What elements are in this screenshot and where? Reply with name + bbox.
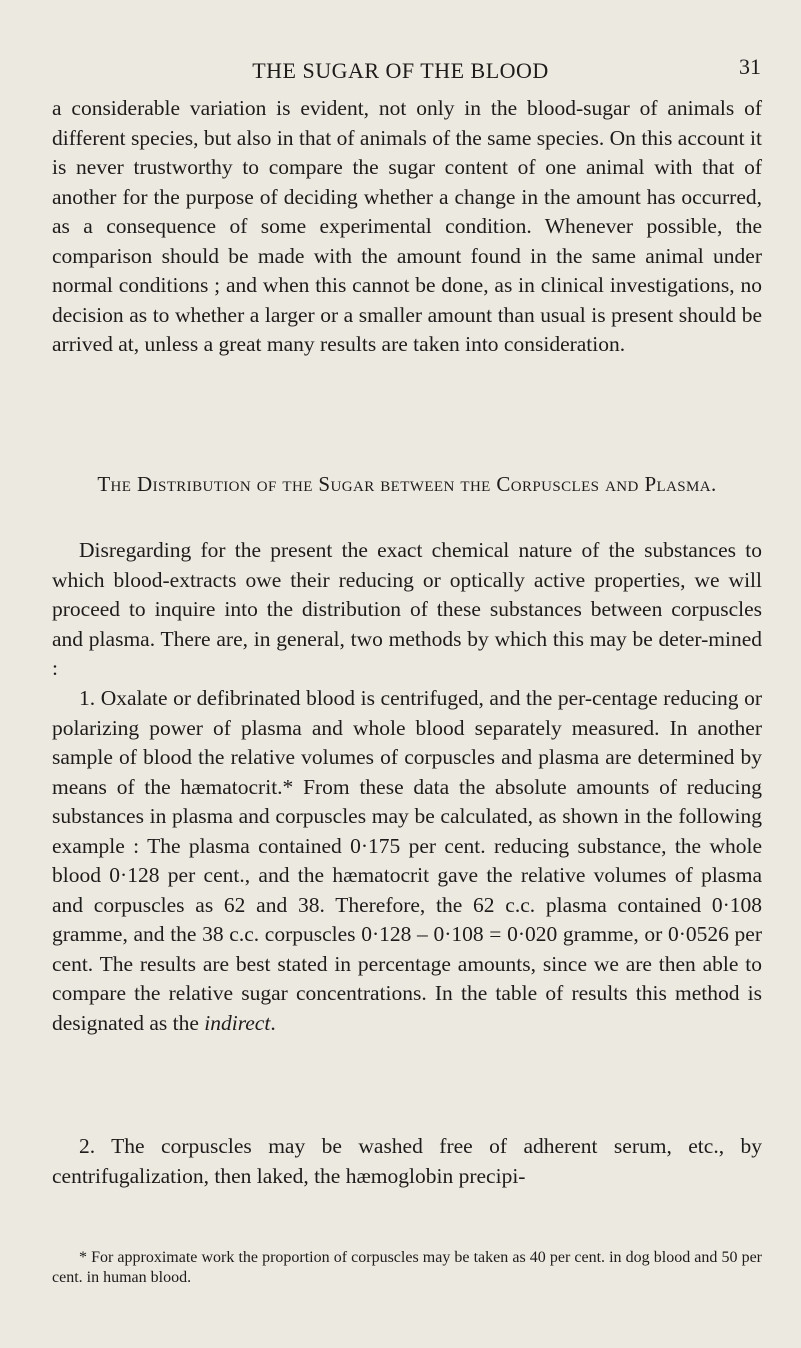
- running-title: THE SUGAR OF THE BLOOD: [252, 58, 549, 83]
- section-heading: [52, 469, 762, 500]
- paragraph-1: a considerable variation is evident, not only in the blood-sugar of animals of different species, but also in that of animals of the same species. On this account it is never trustworthy to compare the sugar content of one animal with that of another for the purpose of deciding whether a change in the amount has occurred, as a consequence of some experimental condition. Whenever possible, the comparison should be made with the amount found in the same animal under normal conditions ; and when this cannot be done, as in clinical investigations, no decision as to whether a larger or a smaller amount than usual is present should be arrived at, unless a great many results are taken into consideration.: [52, 96, 762, 356]
- paragraph-4: 2. The corpuscles may be washed free of adherent serum, etc., by centrifugalization, then laked, the hæmoglobin precipi-: [52, 1134, 762, 1188]
- heading-word: and: [605, 472, 645, 496]
- heading-word: The: [97, 472, 137, 496]
- paragraph-3-italic: indirect: [204, 1010, 271, 1035]
- heading-word: the: [282, 472, 319, 496]
- heading-word: Corpuscles: [496, 472, 606, 496]
- heading-word: Sugar: [318, 472, 381, 496]
- paragraph-3-end: .: [270, 1010, 276, 1035]
- heading-word: between: [380, 472, 461, 496]
- footnote: * For approximate work the proportion of corpuscles may be taken as 40 per cent. in dog blood and 50 per cent. in human blood.: [52, 1249, 762, 1286]
- heading-word: of: [256, 472, 283, 496]
- heading-word: Plasma.: [644, 472, 717, 496]
- heading-word: the: [460, 472, 497, 496]
- page-number: 31: [739, 54, 761, 79]
- paragraph-3-text: 1. Oxalate or defibrinated blood is centrifuged, and the per-centage reducing or polarizing power of plasma and whole blood separately measured. In another sample of blood the relative volumes of corpuscles and plasma are determined by means of the hæmatocrit.* From these data the absolute amounts of reducing substances in plasma and corpuscles may be calculated, as shown in the following example : The plasma contained 0·175 per cent. reducing substance, the whole blood 0·128 per cent., and the hæmatocrit gave the relative volumes of plasma and corpuscles as 62 and 38. Therefore, the 62 c.c. plasma contained 0·108 gramme, and the 38 c.c. corpuscles 0·128 – 0·108 = 0·020 gramme, or 0·0526 per cent. The results are best stated in percentage amounts, since we are then able to compare the relative sugar concentrations. In the table of results this method is designated as the: [52, 686, 762, 1035]
- paragraph-2: Disregarding for the present the exact chemical nature of the substances to which blood-extracts owe their reducing or optically active properties, we will proceed to inquire into the distribution of these substances between corpuscles and plasma. There are, in general, two methods by which this may be deter-mined :: [52, 538, 762, 680]
- paragraph-3: [52, 684, 762, 1038]
- running-head: [0, 54, 801, 90]
- heading-word: Distribution: [137, 472, 257, 496]
